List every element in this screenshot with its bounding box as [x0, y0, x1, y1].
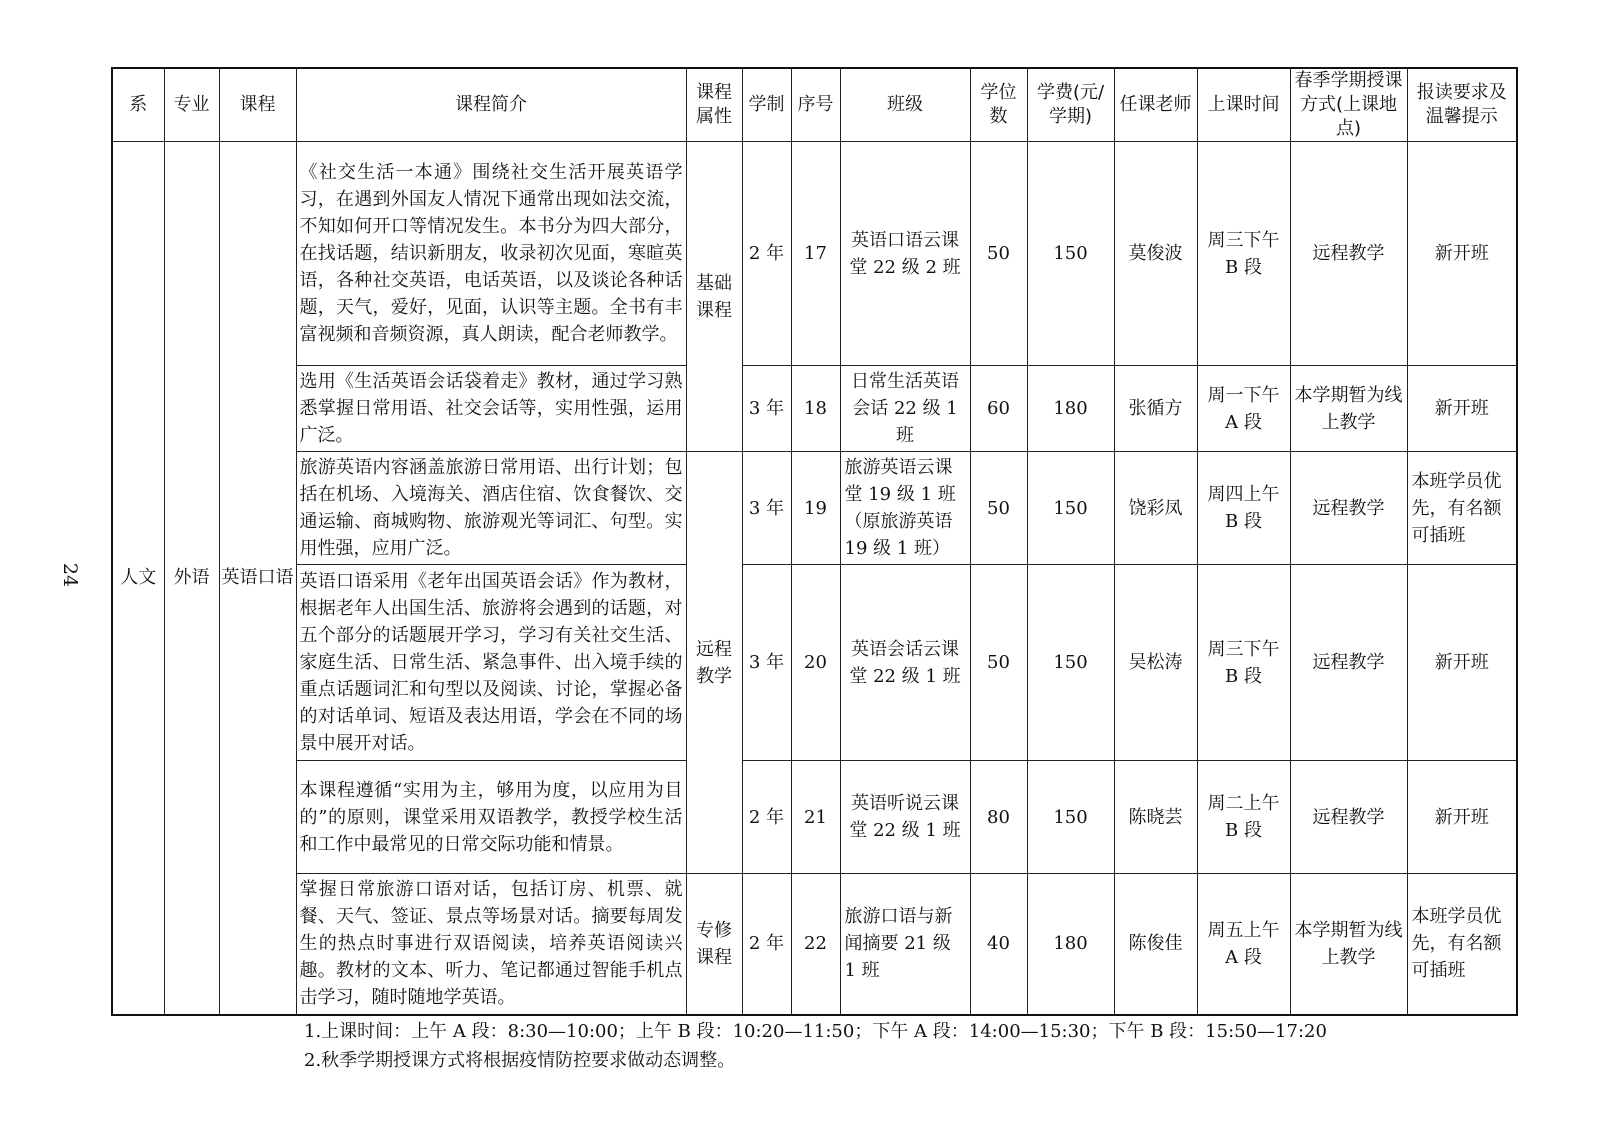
header-time: 上课时间	[1197, 68, 1290, 142]
attr-cell: 远程教学	[686, 452, 742, 874]
header-years: 学制	[742, 68, 791, 142]
seats-cell: 40	[970, 874, 1027, 1015]
header-dept: 系	[112, 68, 164, 142]
table-row	[112, 565, 1517, 761]
mode-cell: 远程教学	[1290, 452, 1407, 565]
intro-cell: 《社交生活一本通》围绕社交生活开展英语学习，在遇到外国友人情况下通常出现如法交流，不知如何开口等情况发生。本书分为四大部分，在找话题，结识新朋友，收录初次见面，寒暄英语，各种社交英语，电话英语，以及谈论各种话题，天气，爱好，见面，认识等主题。全书有丰富视频和音频资源，真人朗读，配合老师教学。	[296, 142, 686, 366]
seq-cell: 22	[791, 874, 840, 1015]
mode-cell: 远程教学	[1290, 142, 1407, 366]
table-row	[112, 761, 1517, 874]
mode-cell: 本学期暂为线上教学	[1290, 874, 1407, 1015]
header-course: 课程	[219, 68, 296, 142]
seq-cell: 17	[791, 142, 840, 366]
table-row	[112, 366, 1517, 452]
notice-cell: 新开班	[1407, 142, 1517, 366]
class-cell: 旅游英语云课堂 19 级 1 班（原旅游英语 19 级 1 班）	[840, 452, 970, 565]
years-cell: 3 年	[742, 366, 791, 452]
intro-cell: 本课程遵循“实用为主，够用为度，以应用为目的”的原则，课堂采用双语教学，教授学校生活和工作中最常见的日常交际功能和情景。	[296, 761, 686, 874]
teacher-cell: 陈俊佳	[1114, 874, 1197, 1015]
teacher-cell: 吴松涛	[1114, 565, 1197, 761]
footnotes	[304, 1017, 1327, 1075]
seq-cell: 18	[791, 366, 840, 452]
time-cell: 周二上午 B 段	[1197, 761, 1290, 874]
notice-cell: 本班学员优先，有名额可插班	[1407, 452, 1517, 565]
dept-cell: 人文	[112, 142, 164, 1015]
header-class: 班级	[840, 68, 970, 142]
course-table	[111, 67, 1518, 1016]
class-cell: 英语口语云课堂 22 级 2 班	[840, 142, 970, 366]
table-row	[112, 452, 1517, 565]
intro-cell: 选用《生活英语会话袋着走》教材，通过学习熟悉掌握日常用语、社交会话等，实用性强，运用广泛。	[296, 366, 686, 452]
teacher-cell: 陈晓芸	[1114, 761, 1197, 874]
fee-cell: 150	[1027, 761, 1114, 874]
seq-cell: 19	[791, 452, 840, 565]
fee-cell: 150	[1027, 452, 1114, 565]
course-cell: 英语口语	[219, 142, 296, 1015]
time-cell: 周三下午 B 段	[1197, 565, 1290, 761]
mode-cell: 远程教学	[1290, 565, 1407, 761]
notice-cell: 本班学员优先，有名额可插班	[1407, 874, 1517, 1015]
seats-cell: 50	[970, 565, 1027, 761]
attr-cell: 专修课程	[686, 874, 742, 1015]
header-seats: 学位数	[970, 68, 1027, 142]
table-row	[112, 142, 1517, 366]
years-cell: 2 年	[742, 761, 791, 874]
header-major: 专业	[164, 68, 219, 142]
footnote-schedule: 1.上课时间：上午 A 段：8:30—10:00；上午 B 段：10:20—11:50；下午 A 段：14:00—15:30；下午 B 段：15:50—17:20	[304, 1021, 1327, 1042]
class-cell: 英语会话云课堂 22 级 1 班	[840, 565, 970, 761]
header-seq: 序号	[791, 68, 840, 142]
time-cell: 周五上午 A 段	[1197, 874, 1290, 1015]
seats-cell: 60	[970, 366, 1027, 452]
footnote-autumn-mode: 2.秋季学期授课方式将根据疫情防控要求做动态调整。	[304, 1050, 736, 1071]
fee-cell: 150	[1027, 565, 1114, 761]
notice-cell: 新开班	[1407, 366, 1517, 452]
header-mode: 春季学期授课方式(上课地点)	[1290, 68, 1407, 142]
header-intro: 课程简介	[296, 68, 686, 142]
notice-cell: 新开班	[1407, 565, 1517, 761]
intro-cell: 英语口语采用《老年出国英语会话》作为教材，根据老年人出国生活、旅游将会遇到的话题，对五个部分的话题展开学习，学习有关社交生活、家庭生活、日常生活、紧急事件、出入境手续的重点话题词汇和句型以及阅读、讨论，掌握必备的对话单词、短语及表达用语，学会在不同的场景中展开对话。	[296, 565, 686, 761]
teacher-cell: 莫俊波	[1114, 142, 1197, 366]
page-number: 24	[59, 562, 81, 588]
seq-cell: 21	[791, 761, 840, 874]
header-attr: 课程属性	[686, 68, 742, 142]
years-cell: 3 年	[742, 452, 791, 565]
teacher-cell: 张循方	[1114, 366, 1197, 452]
attr-cell: 基础课程	[686, 142, 742, 452]
teacher-cell: 饶彩凤	[1114, 452, 1197, 565]
fee-cell: 150	[1027, 142, 1114, 366]
major-cell: 外语	[164, 142, 219, 1015]
years-cell: 2 年	[742, 142, 791, 366]
seats-cell: 50	[970, 142, 1027, 366]
fee-cell: 180	[1027, 366, 1114, 452]
years-cell: 3 年	[742, 565, 791, 761]
header-notice: 报读要求及温馨提示	[1407, 68, 1517, 142]
header-row	[112, 68, 1517, 142]
class-cell: 日常生活英语会话 22 级 1 班	[840, 366, 970, 452]
years-cell: 2 年	[742, 874, 791, 1015]
notice-cell: 新开班	[1407, 761, 1517, 874]
time-cell: 周四上午 B 段	[1197, 452, 1290, 565]
seats-cell: 50	[970, 452, 1027, 565]
mode-cell: 远程教学	[1290, 761, 1407, 874]
mode-cell: 本学期暂为线上教学	[1290, 366, 1407, 452]
table-row	[112, 874, 1517, 1015]
seq-cell: 20	[791, 565, 840, 761]
intro-cell: 旅游英语内容涵盖旅游日常用语、出行计划；包括在机场、入境海关、酒店住宿、饮食餐饮、交通运输、商城购物、旅游观光等词汇、句型。实用性强，应用广泛。	[296, 452, 686, 565]
time-cell: 周一下午 A 段	[1197, 366, 1290, 452]
header-fee: 学费(元/学期)	[1027, 68, 1114, 142]
time-cell: 周三下午 B 段	[1197, 142, 1290, 366]
header-teacher: 任课老师	[1114, 68, 1197, 142]
fee-cell: 180	[1027, 874, 1114, 1015]
seats-cell: 80	[970, 761, 1027, 874]
class-cell: 旅游口语与新闻摘要 21 级 1 班	[840, 874, 970, 1015]
intro-cell: 掌握日常旅游口语对话，包括订房、机票、就餐、天气、签证、景点等场景对话。摘要每周发生的热点时事进行双语阅读，培养英语阅读兴趣。教材的文本、听力、笔记都通过智能手机点击学习，随时随地学英语。	[296, 874, 686, 1015]
class-cell: 英语听说云课堂 22 级 1 班	[840, 761, 970, 874]
